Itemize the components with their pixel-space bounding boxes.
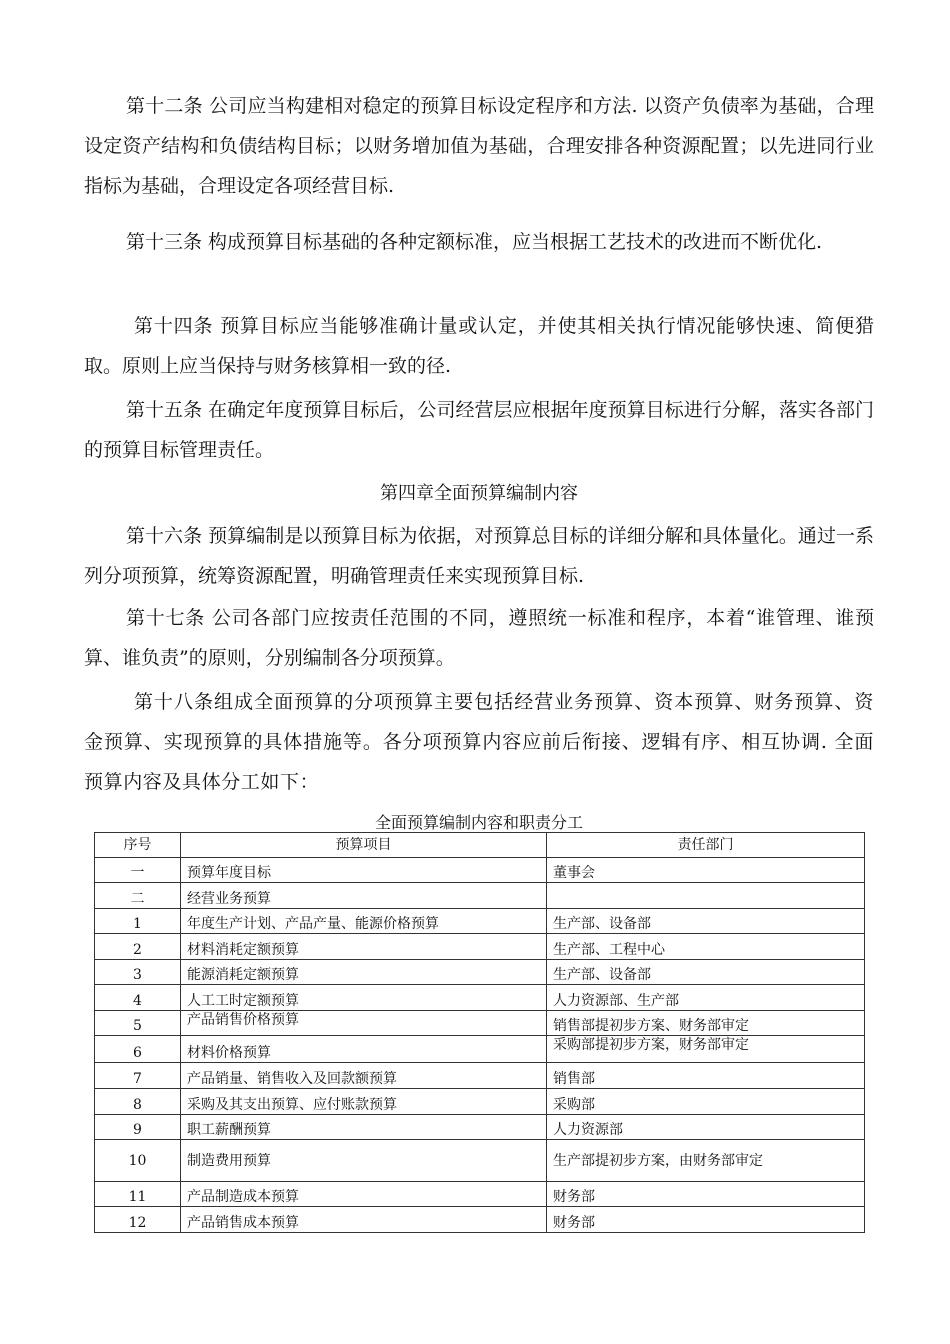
table-row: [95, 1207, 865, 1233]
cell-index: 2: [95, 934, 181, 960]
table-row: [95, 934, 865, 960]
article-12: 第十二条 公司应当构建相对稳定的预算目标设定程序和方法. 以资产负债率为基础，合理设定资产结构和负债结构目标；以财务增加值为基础，合理安排各种资源配置；以先进同行业指标为基础，合理设定各项经营目标.: [84, 95, 874, 197]
cell-item: 能源消耗定额预算: [181, 960, 547, 985]
cell-department: 销售部: [547, 1063, 865, 1089]
cell-item: 人工工时定额预算: [181, 985, 547, 1011]
cell-item: 经营业务预算: [181, 883, 547, 909]
cell-item: 职工薪酬预算: [181, 1115, 547, 1140]
table-row: [95, 1063, 865, 1089]
article-17: 第十七条 公司各部门应按责任范围的不同，遵照统一标准和程序，本着“谁管理、谁预算、谁负责”的原则，分别编制各分项预算。: [84, 607, 874, 669]
cell-item: 预算年度目标: [181, 858, 547, 883]
cell-item: 制造费用预算: [181, 1140, 547, 1182]
budget-responsibility-table: [94, 832, 865, 1233]
cell-index: 一: [95, 858, 181, 883]
table-row: [95, 1182, 865, 1207]
table-caption: 全面预算编制内容和职责分工: [374, 813, 583, 832]
table-row: [95, 909, 865, 934]
cell-item: 材料价格预算: [181, 1036, 547, 1063]
cell-department: 生产部、设备部: [547, 960, 865, 985]
cell-index: 10: [95, 1140, 181, 1182]
header-index: 序号: [95, 833, 181, 858]
article-18: 第十八条组成全面预算的分项预算主要包括经营业务预算、资本预算、财务预算、资金预算、实现预算的具体措施等。各分项预算内容应前后衔接、逻辑有序、相互协调. 全面预算内容及具体分工如下：: [84, 691, 874, 793]
article-15: 第十五条 在确定年度预算目标后，公司经营层应根据年度预算目标进行分解，落实各部门的预算目标管理责任。: [84, 399, 874, 461]
cell-department: 生产部提初步方案，由财务部审定: [547, 1140, 865, 1182]
cell-index: 1: [95, 909, 181, 934]
table-row: [95, 1089, 865, 1115]
cell-department: 人力资源部: [547, 1115, 865, 1140]
chapter-heading: 第四章全面预算编制内容: [380, 483, 578, 504]
article-14: 第十四条 预算目标应当能够准确计量或认定，并使其相关执行情况能够快速、简便猎取。原则上应当保持与财务核算相一致的径.: [84, 315, 874, 377]
cell-index: 二: [95, 883, 181, 909]
table-row: [95, 960, 865, 985]
cell-item: 材料消耗定额预算: [181, 934, 547, 960]
cell-department: 采购部提初步方案，财务部审定: [547, 1036, 865, 1063]
cell-department: [547, 883, 865, 909]
table-row: [95, 883, 865, 909]
cell-department: 财务部: [547, 1207, 865, 1233]
table-row: [95, 985, 865, 1011]
table-header-row: [95, 833, 865, 858]
cell-index: 8: [95, 1089, 181, 1115]
table-row: [95, 1011, 865, 1036]
article-13: 第十三条 构成预算目标基础的各种定额标准，应当根据工艺技术的改进而不断优化.: [126, 231, 823, 253]
table-row: [95, 1036, 865, 1063]
cell-department: 董事会: [547, 858, 865, 883]
article-16: 第十六条 预算编制是以预算目标为依据，对预算总目标的详细分解和具体量化。通过一系列分项预算，统筹资源配置，明确管理责任来实现预算目标.: [84, 525, 874, 587]
cell-item: 年度生产计划、产品产量、能源价格预算: [181, 909, 547, 934]
header-item: 预算项目: [181, 833, 547, 858]
cell-department: 销售部提初步方案、财务部审定: [547, 1011, 865, 1036]
cell-index: 7: [95, 1063, 181, 1089]
header-department: 责任部门: [547, 833, 865, 858]
cell-index: 5: [95, 1011, 181, 1036]
cell-index: 6: [95, 1036, 181, 1063]
cell-index: 3: [95, 960, 181, 985]
cell-department: 生产部、工程中心: [547, 934, 865, 960]
cell-department: 生产部、设备部: [547, 909, 865, 934]
cell-index: 11: [95, 1182, 181, 1207]
table-row: [95, 858, 865, 883]
cell-index: 12: [95, 1207, 181, 1233]
cell-item: 产品制造成本预算: [181, 1182, 547, 1207]
cell-item: 采购及其支出预算、应付账款预算: [181, 1089, 547, 1115]
cell-item: 产品销售成本预算: [181, 1207, 547, 1233]
cell-index: 9: [95, 1115, 181, 1140]
cell-item: 产品销售价格预算: [181, 1011, 547, 1036]
cell-department: 采购部: [547, 1089, 865, 1115]
table-row: [95, 1115, 865, 1140]
cell-department: 人力资源部、生产部: [547, 985, 865, 1011]
cell-index: 4: [95, 985, 181, 1011]
cell-department: 财务部: [547, 1182, 865, 1207]
table-row: [95, 1140, 865, 1182]
cell-item: 产品销量、销售收入及回款额预算: [181, 1063, 547, 1089]
